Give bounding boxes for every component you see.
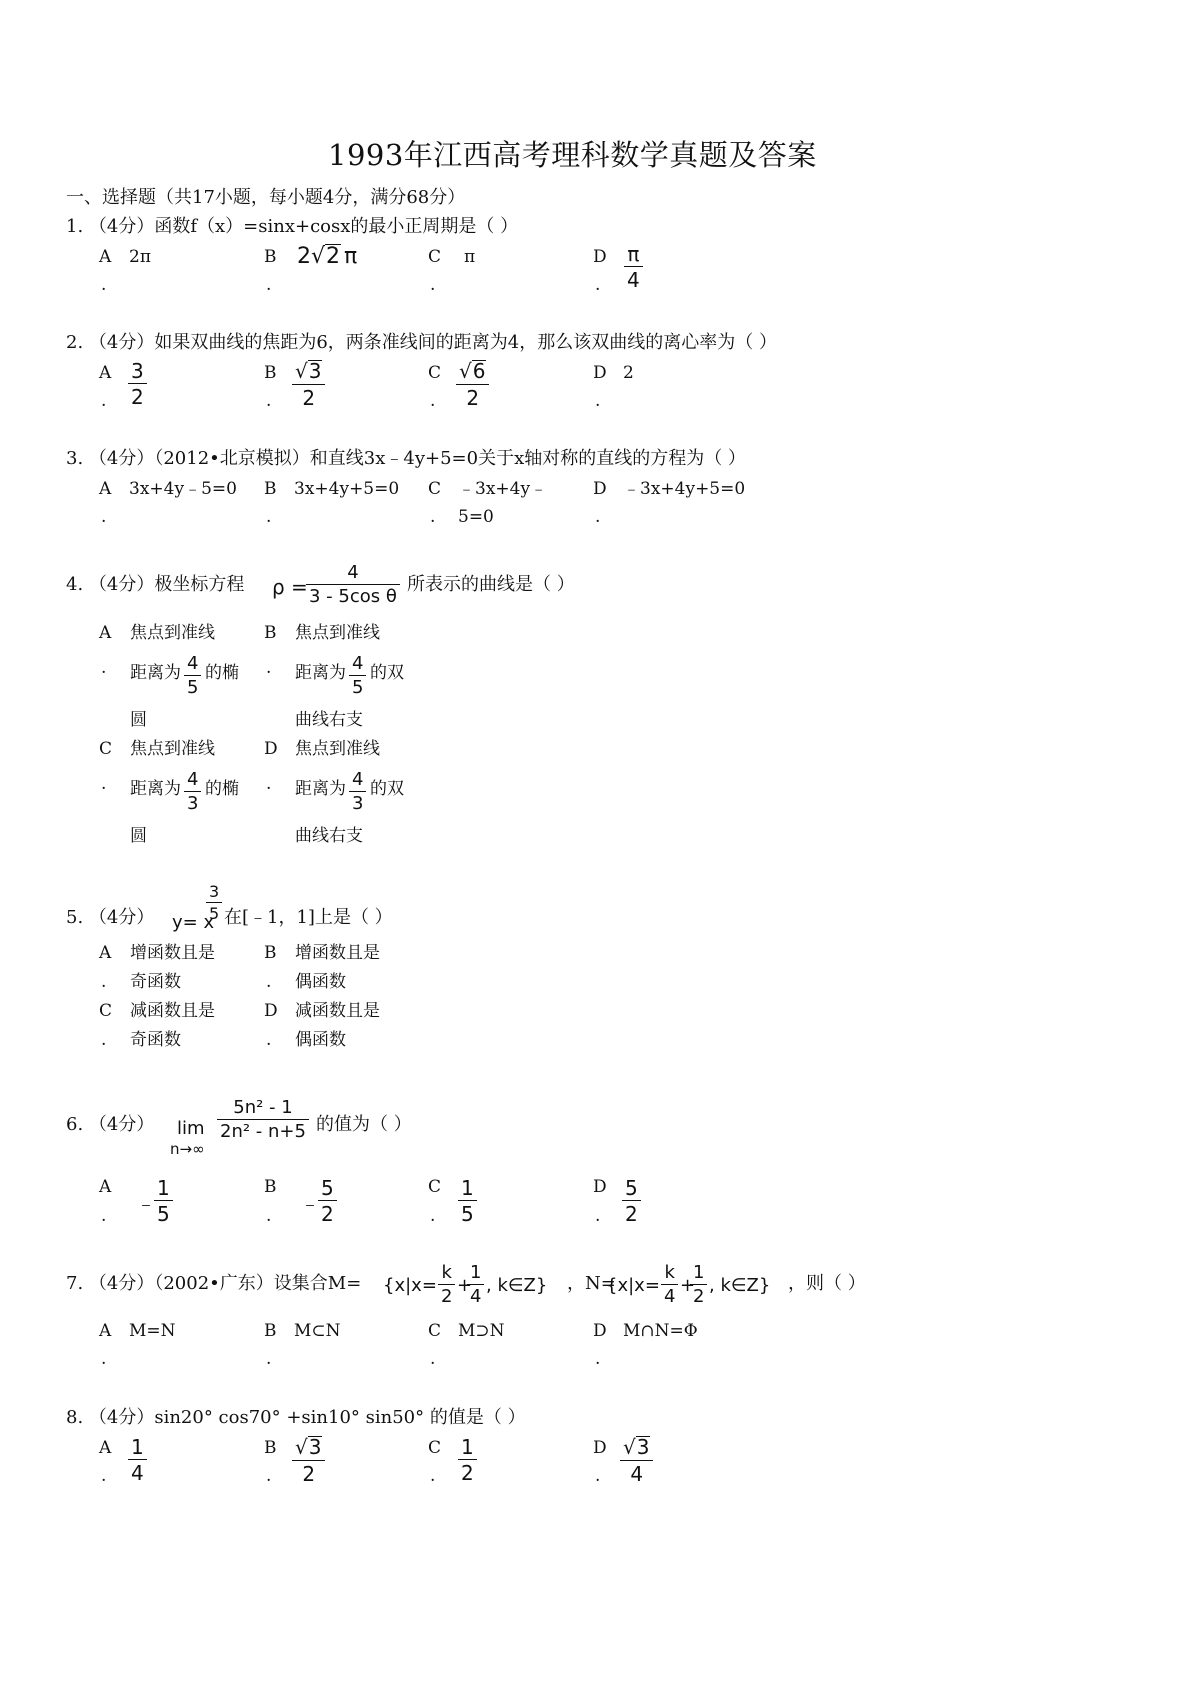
option-letter-b: B [264,1438,277,1458]
pi-symbol: π [344,244,358,269]
set-n-close: , k∈Z} [709,1275,771,1296]
option-letter-c: C [99,1001,113,1021]
denominator: 5 [352,677,364,698]
set-m-close: , k∈Z} [486,1275,548,1296]
set-m-fraction-k [438,1264,455,1306]
minus-sign: ﹣ [136,1191,156,1215]
numerator: 4 [352,769,364,790]
option-b-line1: 焦点到准线 [295,623,380,643]
option-dot: . [595,1349,601,1369]
question-3-stem: 3. （4分）（2012•北京模拟）和直线3x﹣4y+5=0关于x轴对称的直线的方程为（ ） [66,448,746,469]
plus-sign: + [680,1275,696,1296]
option-b-text: 3x+4y+5=0 [294,479,400,499]
option-b-fraction [292,1436,325,1484]
option-letter-d: D [593,1438,607,1458]
question-6-suffix: 的值为（ ） [316,1114,412,1135]
option-letter-d: D [264,1001,278,1021]
numerator: 1 [470,1262,482,1283]
option-letter-a: A [99,479,112,499]
option-letter-d: D [264,739,278,759]
option-c-line2: 奇函数 [130,1030,181,1050]
option-letter-b: B [264,943,277,963]
option-letter-b: B [264,247,277,267]
rho-symbol: ρ = [272,575,308,599]
numerator: √3 [623,1435,650,1459]
exponent-fraction [206,884,222,922]
numerator: 1 [131,1435,144,1459]
option-a-line1: 焦点到准线 [130,623,215,643]
option-a-line1: 增函数且是 [130,943,215,963]
polar-equation-fraction [306,564,400,606]
section-heading: 一、选择题（共17小题，每小题4分，满分68分） [66,187,466,208]
option-dot: . [430,1206,436,1226]
option-d-fraction [622,1178,641,1224]
option-dot: . [101,275,107,295]
limit-fraction [217,1099,309,1141]
option-c-line2b: 的椭 [205,779,239,799]
option-letter-c: C [428,247,442,267]
option-c-text-line2: 5=0 [458,507,494,527]
minus-sign: ﹣ [300,1191,320,1215]
denominator: 4 [470,1286,482,1307]
option-letter-a: A [99,1438,112,1458]
option-letter-b: B [264,1177,277,1197]
option-letter-c: C [428,363,442,383]
option-a-fraction [128,361,147,407]
option-dot: . [595,507,601,527]
numerator: 1 [157,1176,170,1200]
set-n-open: {x|x= [606,1275,660,1296]
denominator: 3 [352,793,364,814]
numerator: 1 [693,1262,705,1283]
denominator: 2 [441,1286,453,1307]
numerator: k [441,1262,452,1283]
numerator: π [627,242,640,266]
option-letter-b: B [264,623,277,643]
denominator: 2n² - n+5 [220,1121,306,1142]
set-m-open: {x|x= [383,1275,437,1296]
option-d-line2a: 距离为 [295,779,346,799]
denominator: 4 [627,268,640,292]
option-c-fraction [458,1437,477,1483]
page-title: 1993年江西高考理科数学真题及答案 [328,138,817,172]
denominator: 5 [157,1202,170,1226]
option-dot: . [101,658,107,678]
option-dot: . [266,972,272,992]
set-m-fraction-1 [467,1264,484,1306]
set-separator: ，N= [567,1273,616,1294]
option-letter-b: B [264,363,277,383]
coefficient: 2 [297,244,311,269]
denominator: 2 [693,1286,705,1307]
option-d-text: 2 [623,363,634,383]
option-a-fraction [128,1437,147,1483]
option-letter-b: B [264,1321,277,1341]
option-letter-a: A [99,1321,112,1341]
numerator: √6 [459,359,486,383]
numerator: 5n² - 1 [233,1097,293,1118]
option-c-text-line1: ﹣3x+4y﹣ [458,479,548,499]
question-6-prefix: 6. （4分） [66,1114,155,1135]
option-dot: . [595,1206,601,1226]
option-dot: . [430,507,436,527]
radicand: 2 [326,244,341,269]
option-letter-c: C [428,479,442,499]
numerator: 3 [131,359,144,383]
option-dot: . [266,1349,272,1369]
option-c-fraction [184,771,201,813]
option-letter-b: B [264,479,277,499]
option-dot: . [101,1466,107,1486]
option-dot: . [430,275,436,295]
option-letter-c: C [99,739,113,759]
option-letter-a: A [99,363,112,383]
option-a-fraction [184,655,201,697]
option-b-line2b: 的双 [370,663,404,683]
question-8-stem: 8. （4分）sin20° cos70° +sin10° sin50° 的值是（ ） [66,1407,526,1428]
option-c-fraction [456,360,489,408]
numerator: 4 [187,769,199,790]
option-dot: . [101,1206,107,1226]
denominator: 4 [131,1461,144,1485]
option-letter-c: C [428,1438,442,1458]
option-dot: . [101,507,107,527]
option-dot: . [595,391,601,411]
option-b-expression [297,244,357,268]
option-dot: . [101,774,107,794]
denominator: 5 [187,677,199,698]
denominator: 4 [630,1462,644,1486]
option-a-text: 2π [129,247,151,267]
numerator: 5 [625,1176,638,1200]
option-letter-a: A [99,1177,112,1197]
option-dot: . [430,1466,436,1486]
option-letter-d: D [593,363,607,383]
option-b-fraction [349,655,366,697]
option-dot: . [266,507,272,527]
denominator: 3 - 5cos θ [309,586,397,607]
radicand: 3 [308,359,322,383]
numerator: 1 [461,1435,474,1459]
numerator: 3 [209,882,220,901]
denominator: 5 [209,904,220,923]
option-b-fraction [318,1178,337,1224]
option-a-line2a: 距离为 [130,663,181,683]
option-d-line3: 曲线右支 [295,826,363,846]
option-letter-d: D [593,1177,607,1197]
option-d-line2b: 的双 [370,779,404,799]
option-dot: . [266,391,272,411]
option-letter-c: C [428,1321,442,1341]
option-d-fraction [624,244,643,290]
denominator: 2 [131,385,144,409]
set-n-fraction-1 [690,1264,707,1306]
denominator: 2 [321,1202,334,1226]
radicand: 3 [308,1435,322,1459]
option-b-line1: 增函数且是 [295,943,380,963]
denominator: 5 [461,1202,474,1226]
option-letter-d: D [593,1321,607,1341]
option-a-text: M=N [129,1321,176,1341]
option-c-text: M⊃N [458,1321,505,1341]
question-2-stem: 2. （4分）如果双曲线的焦距为6，两条准线间的距离为4，那么该双曲线的离心率为（ ） [66,332,777,353]
option-dot: . [266,1030,272,1050]
option-dot: . [266,774,272,794]
option-d-line2: 偶函数 [295,1030,346,1050]
limit-subscript: n→∞ [170,1140,205,1158]
denominator: 2 [461,1461,474,1485]
option-c-text: π [464,247,476,267]
radicand: 6 [472,359,486,383]
option-a-fraction [154,1178,173,1224]
option-d-text: ﹣3x+4y+5=0 [623,479,746,499]
denominator: 4 [664,1286,676,1307]
numerator: k [664,1262,675,1283]
option-d-line1: 减函数且是 [295,1001,380,1021]
option-a-line3: 圆 [130,710,147,730]
option-c-line2a: 距离为 [130,779,181,799]
option-c-line3: 圆 [130,826,147,846]
numerator: 1 [461,1176,474,1200]
option-letter-d: D [593,479,607,499]
option-c-line1: 减函数且是 [130,1001,215,1021]
option-dot: . [430,1349,436,1369]
numerator: √3 [295,359,322,383]
option-c-line1: 焦点到准线 [130,739,215,759]
function-y: y= x [172,912,215,933]
option-dot: . [101,391,107,411]
option-a-line2: 奇函数 [130,972,181,992]
option-dot: . [266,1466,272,1486]
option-d-line1: 焦点到准线 [295,739,380,759]
sqrt-symbol: √ [311,244,326,269]
denominator: 2 [466,386,480,410]
numerator: 5 [321,1176,334,1200]
option-letter-a: A [99,623,112,643]
question-5-prefix: 5. （4分） [66,907,155,928]
option-dot: . [101,972,107,992]
question-7-prefix: 7. （4分）（2002•广东）设集合M= [66,1273,362,1294]
option-letter-d: D [593,247,607,267]
question-4-prefix: 4. （4分）极坐标方程 [66,574,245,595]
option-a-line2b: 的椭 [205,663,239,683]
question-5-suffix: 在[﹣1，1]上是（ ） [224,907,393,928]
option-a-text: 3x+4y﹣5=0 [129,479,237,499]
numerator: 4 [187,653,199,674]
option-dot: . [430,391,436,411]
denominator: 3 [187,793,199,814]
plus-sign: + [457,1275,473,1296]
numerator: 4 [347,562,359,583]
option-dot: . [266,275,272,295]
question-4-suffix: 所表示的曲线是（ ） [407,574,575,595]
option-dot: . [101,1030,107,1050]
limit-lim: lim [177,1118,205,1139]
radicand: 3 [636,1435,650,1459]
denominator: 2 [302,1462,316,1486]
option-dot: . [266,658,272,678]
numerator: √3 [295,1435,322,1459]
option-b-line2: 偶函数 [295,972,346,992]
option-d-fraction [349,771,366,813]
option-letter-a: A [99,247,112,267]
denominator: 2 [625,1202,638,1226]
question-1-stem: 1. （4分）函数f（x）=sinx+cosx的最小正周期是（ ） [66,216,519,237]
option-b-text: M⊂N [294,1321,341,1341]
option-letter-c: C [428,1177,442,1197]
option-dot: . [595,1466,601,1486]
question-7-suffix: ，则（ ） [788,1273,866,1294]
option-dot: . [595,275,601,295]
numerator: 4 [352,653,364,674]
option-b-line3: 曲线右支 [295,710,363,730]
option-d-fraction [620,1436,653,1484]
option-b-line2a: 距离为 [295,663,346,683]
option-dot: . [266,1206,272,1226]
option-b-fraction [292,360,325,408]
option-d-text: M∩N=Φ [623,1321,698,1341]
option-letter-a: A [99,943,112,963]
denominator: 2 [302,386,316,410]
option-c-fraction [458,1178,477,1224]
option-dot: . [101,1349,107,1369]
set-n-fraction-k [661,1264,678,1306]
